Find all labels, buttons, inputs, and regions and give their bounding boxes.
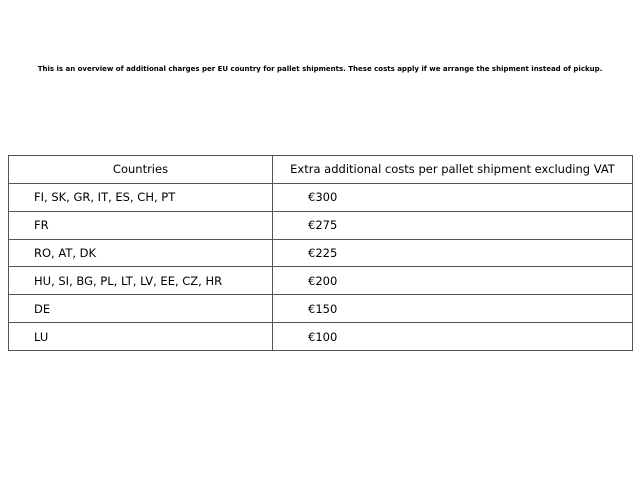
- countries-column-header: Countries: [9, 156, 273, 184]
- countries-cell: LU: [9, 323, 273, 351]
- table-row: [9, 239, 633, 267]
- cost-cell: €275: [273, 211, 633, 239]
- charges-table: [8, 155, 633, 351]
- countries-cell: DE: [9, 295, 273, 323]
- cost-cell: €100: [273, 323, 633, 351]
- cost-cell: €225: [273, 239, 633, 267]
- table-row: [9, 295, 633, 323]
- table-row: [9, 267, 633, 295]
- table-row: [9, 323, 633, 351]
- cost-cell: €200: [273, 267, 633, 295]
- countries-cell: HU, SI, BG, PL, LT, LV, EE, CZ, HR: [9, 267, 273, 295]
- table-row: [9, 211, 633, 239]
- countries-cell: RO, AT, DK: [9, 239, 273, 267]
- figure-caption: This is an overview of additional charges per EU country for pallet shipments. These costs apply if we arrange the shipment instead of pickup.: [37, 65, 603, 73]
- countries-cell: FR: [9, 211, 273, 239]
- costs-column-header: Extra additional costs per pallet shipment excluding VAT: [273, 156, 633, 184]
- cost-cell: €300: [273, 183, 633, 211]
- table-header-row: [9, 156, 633, 184]
- table-row: [9, 183, 633, 211]
- countries-cell: FI, SK, GR, IT, ES, CH, PT: [9, 183, 273, 211]
- cost-cell: €150: [273, 295, 633, 323]
